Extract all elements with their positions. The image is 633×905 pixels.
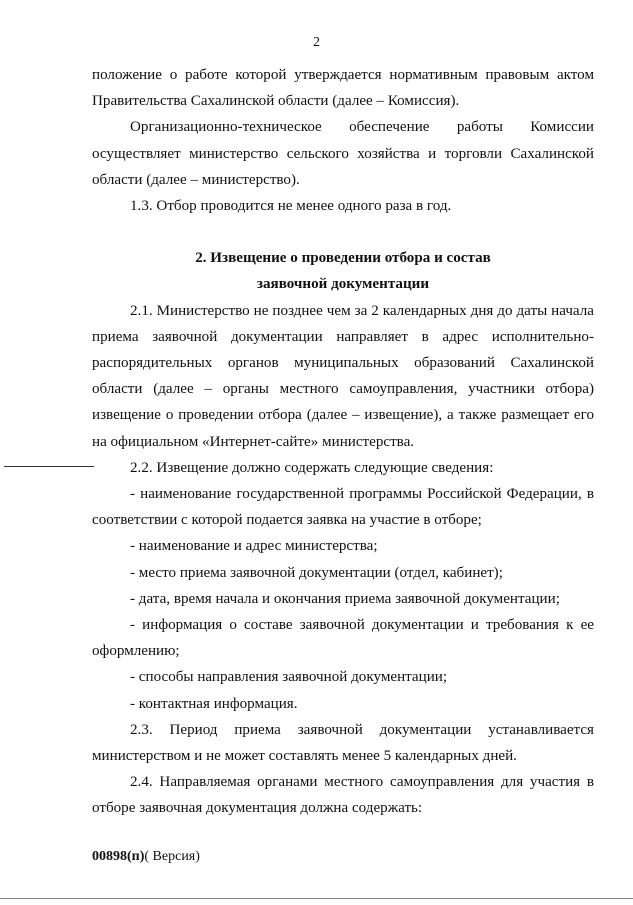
list-item: - информация о составе заявочной документации и требования к ее оформлению;: [92, 617, 594, 660]
section-heading-line: заявочной документации: [256, 276, 430, 293]
section-heading-line: 2. Извещение о проведении отбора и состав: [195, 250, 491, 267]
page-number: 2: [313, 35, 320, 50]
paragraph: 2.2. Извещение должно содержать следующие сведения:: [130, 459, 494, 476]
paragraph: 2.4. Направляемая органами местного самоуправления для участия в отборе заявочная документация должна содержать:: [92, 774, 594, 817]
list-item: - способы направления заявочной документации;: [130, 669, 448, 686]
list-item: - наименование государственной программы Российской Федерации, в соответствии с которой подается заявка на участие в отборе;: [92, 486, 594, 529]
list-item: - место приема заявочной документации (отдел, кабинет);: [130, 564, 503, 581]
paragraph: 2.1. Министерство не позднее чем за 2 календарных дня до даты начала приема заявочной документации направляет в адрес исполнительно-распорядительных органов муниципальных образований Сахалинской области (далее – органы местного самоуправления, участники отбора) извещение о проведении отбора (далее – извещение), а также размещает его на официальном «Интернет-сайте» министерства.: [92, 302, 594, 450]
paragraph: 2.3. Период приема заявочной документации устанавливается министерством и не может составлять менее 5 календарных дней.: [92, 721, 594, 765]
list-item: - дата, время начала и окончания приема заявочной документации;: [130, 590, 560, 607]
list-item: - контактная информация.: [130, 695, 298, 712]
document-body: [92, 62, 594, 822]
section-heading: [92, 245, 594, 297]
document-footer: [92, 848, 200, 866]
paragraph: 1.3. Отбор проводится не менее одного раза в год.: [130, 198, 452, 215]
list-item: - наименование и адрес министерства;: [130, 538, 378, 555]
paragraph: Организационно-техническое обеспечение работы Комиссии осуществляет министерство сельского хозяйства и торговли Сахалинской области (далее – министерство).: [92, 119, 594, 188]
paragraph: положение о работе которой утверждается нормативным правовым актом Правительства Сахалинской области (далее – Комиссия).: [92, 67, 594, 110]
bottom-divider: [0, 898, 633, 899]
margin-rule: [4, 466, 94, 467]
document-version: ( Версия): [144, 849, 200, 864]
document-code: 00898(п): [92, 849, 145, 864]
